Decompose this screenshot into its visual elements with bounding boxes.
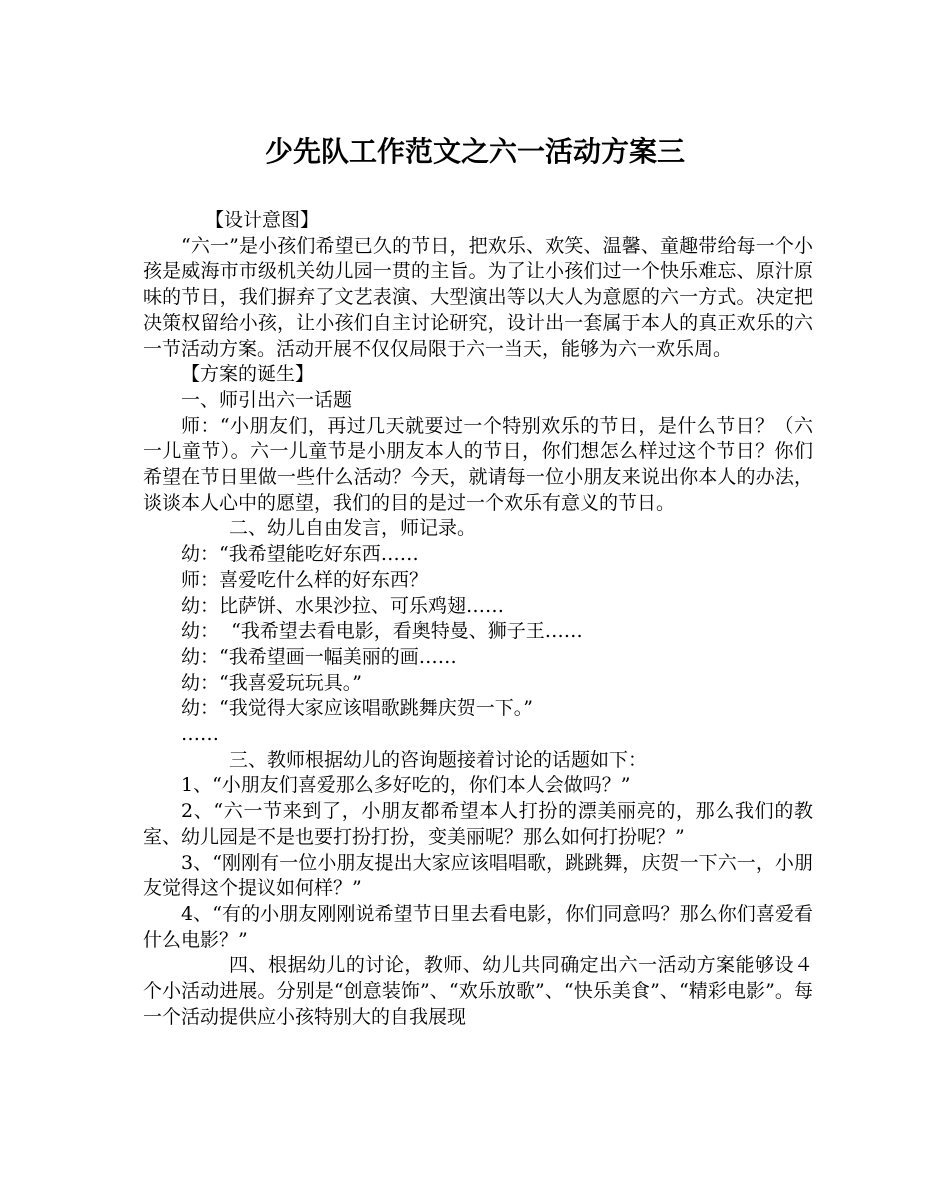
step-heading-4-paragraph: 四、根据幼儿的讨论，教师、幼儿共同确定出六一活动方案能够设４个小活动进展。分别是“创意装饰”、“欢乐放歌”、“快乐美食”、“精彩电影”。每一个活动提供应小孩特别大的自我展现 <box>143 954 813 1028</box>
paragraph-teacher-intro: 师：“小朋友们，再过几天就要过一个特别欢乐的节日，是什么节日？（六一儿童节）。六一儿童节是小朋友本人的节日，你们想怎么样过这个节日？你们希望在节日里做一些什么活动？今天，就请每一位小朋友来说出你本人的办法，谈谈本人心中的愿望，我们的目的是过一个欢乐有意义的节日。 <box>143 414 813 514</box>
section-heading-design-intent: 【设计意图】 <box>205 209 320 231</box>
dialogue-line: 幼：“我觉得大家应该唱歌跳舞庆贺一下。” <box>181 697 533 720</box>
ellipsis-line: …… <box>181 723 219 746</box>
document-body <box>143 208 813 1031</box>
discussion-question-3: 3、“刚刚有一位小朋友提出大家应该唱唱歌，跳跳舞，庆贺一下六一，小朋友觉得这个提议如何样？” <box>143 851 813 900</box>
dialogue-line: 幼：比萨饼、水果沙拉、可乐鸡翅…… <box>181 594 505 617</box>
dialogue-line: 幼：“我喜爱玩玩具。” <box>181 671 362 694</box>
dialogue-line: 幼： “我希望去看电影，看奥特曼、狮子王…… <box>181 620 583 643</box>
paragraph-design-intent: “六一”是小孩们希望已久的节日，把欢乐、欢笑、温馨、童趣带给每一个小孩是威海市市级机关幼儿园一贯的主旨。为了让小孩们过一个快乐难忘、原汁原味的节日，我们摒弃了文艺表演、大型演出等以大人为意愿的六一方式。决定把决策权留给小孩，让小孩们自主讨论研究，设计出一套属于本人的真正欢乐的六一节活动方案。活动开展不仅仅局限于六一当天，能够为六一欢乐周。 <box>143 234 813 360</box>
dialogue-line: 幼：“我希望能吃好东西…… <box>181 543 419 566</box>
dialogue-line: 师：喜爱吃什么样的好东西？ <box>181 568 429 591</box>
step-heading-3: 三、教师根据幼儿的咨询题接着讨论的话题如下： <box>229 748 648 771</box>
dialogue-line: 幼：“我希望画一幅美丽的画…… <box>181 645 457 668</box>
discussion-question-4: 4、“有的小朋友刚刚说希望节日里去看电影，你们同意吗？那么你们喜爱看什么电影？” <box>143 902 813 951</box>
document-title: 少先队工作范文之六一活动方案三 <box>264 135 685 168</box>
step-heading-1: 一、师引出六一话题 <box>181 388 353 411</box>
section-heading-plan-birth: 【方案的诞生】 <box>181 363 315 386</box>
discussion-question-1: 1、“小朋友们喜爱那么多好吃的，你们本人会做吗？” <box>181 774 631 797</box>
step-heading-2: 二、幼儿自由发言，师记录。 <box>229 517 477 540</box>
discussion-question-2: 2、“六一节来到了，小朋友都希望本人打扮的漂美丽亮的，那么我们的教室、幼儿园是不是也要打扮打扮，变美丽呢？那么如何打扮呢？” <box>143 800 813 848</box>
